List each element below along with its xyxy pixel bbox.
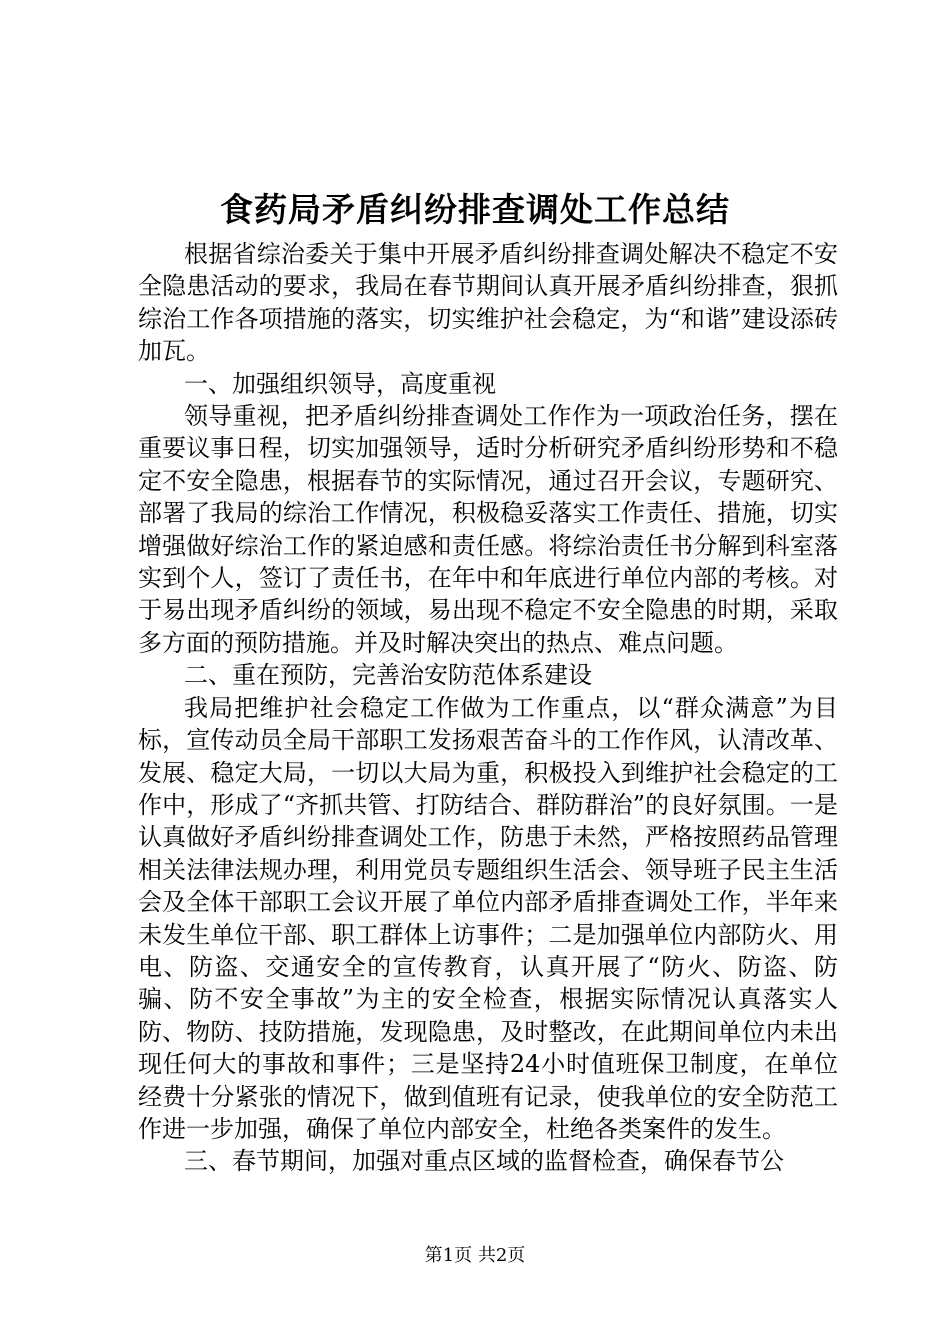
section-heading-1: 一、加强组织领导，高度重视 [184, 369, 496, 398]
section-1-paragraph: 领导重视，把矛盾纠纷排查调处工作作为一项政治任务，摆在重要议事日程，切实加强领导，适时分析研究矛盾纠纷形势和不稳定不安全隐患，根据春节的实际情况，通过召开会议，专题研究、部署了我局的综治工作情况，积极稳妥落实工作责任、措施，切实增强做好综治工作的紧迫感和责任感。将综治责任书分解到科室落实到个人，签订了责任书，在年中和年底进行单位内部的考核。对于易出现矛盾纠纷的领域，易出现不稳定不安全隐患的时期，采取多方面的预防措施。并及时解决突出的热点、难点问题。 [138, 402, 838, 657]
intro-paragraph: 根据省综治委关于集中开展矛盾纠纷排查调处解决不稳定不安全隐患活动的要求，我局在春节期间认真开展矛盾纠纷排查，狠抓综治工作各项措施的落实，切实维护社会稳定，为“和谐”建设添砖加瓦。 [138, 240, 838, 366]
document-title: 食药局矛盾纠纷排查调处工作总结 [220, 190, 730, 229]
page-footer: 第1页 共2页 [424, 1245, 526, 1266]
section-heading-3: 三、春节期间，加强对重点区域的监督检查，确保春节公 [184, 1147, 784, 1176]
section-heading-2: 二、重在预防，完善治安防范体系建设 [184, 661, 592, 690]
document-body [138, 238, 838, 1178]
section-2-paragraph: 我局把维护社会稳定工作做为工作重点，以“群众满意”为目标，宣传动员全局干部职工发扬艰苦奋斗的工作作风，认清改革、发展、稳定大局，一切以大局为重，积极投入到维护社会稳定的工作中，形成了“齐抓共管、打防结合、群防群治”的良好氛围。一是认真做好矛盾纠纷排查调处工作，防患于未然，严格按照药品管理相关法律法规办理，利用党员专题组织生活会、领导班子民主生活会及全体干部职工会议开展了单位内部矛盾排查调处工作，半年来未发生单位干部、职工群体上访事件；二是加强单位内部防火、用电、防盗、交通安全的宣传教育，认真开展了“防火、防盗、防骗、防不安全事故”为主的安全检查，根据实际情况认真落实人防、物防、技防措施，发现隐患，及时整改，在此期间单位内未出现任何大的事故和事件；三是坚持24小时值班保卫制度，在单位经费十分紧张的情况下，做到值班有记录，使我单位的安全防范工作进一步加强，确保了单位内部安全，杜绝各类案件的发生。 [138, 693, 838, 1143]
